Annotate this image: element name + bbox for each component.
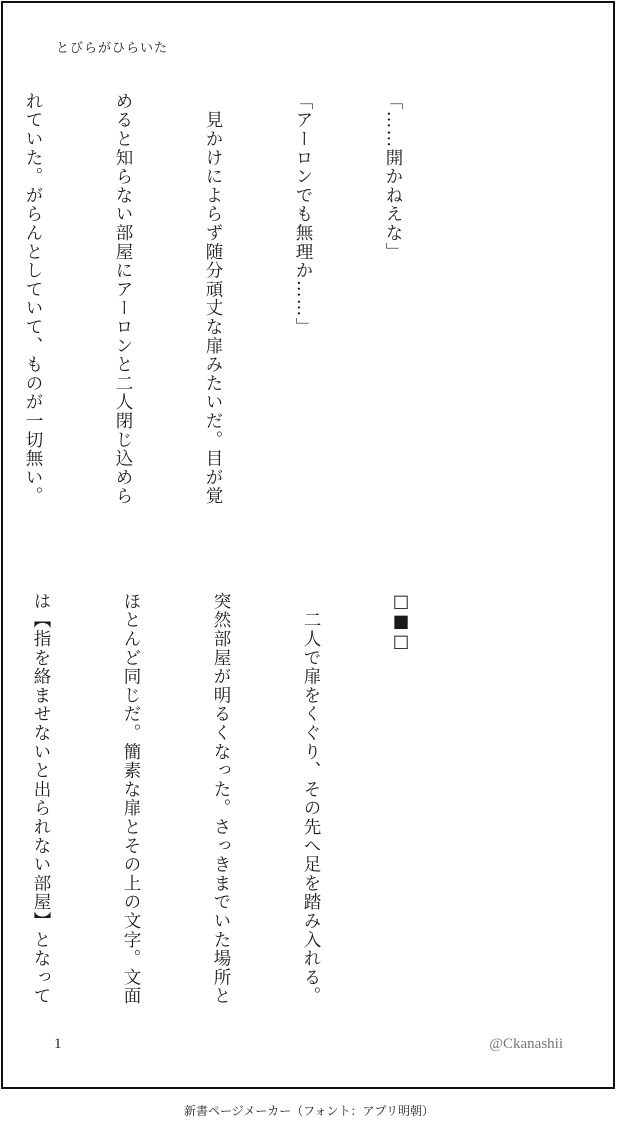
- text-column: 「アーロンでも無理か……」: [293, 92, 313, 337]
- text-column: れていた。がらんとしていて、ものが一切無い。: [23, 92, 43, 506]
- author-handle: @Ckanashii: [489, 1036, 563, 1052]
- text-tier-top: [23, 92, 468, 522]
- text-tier-bottom: [31, 592, 476, 1012]
- section-separator: □■□: [391, 592, 411, 652]
- text-column: 見かけによらず随分頑丈な扉みたいだ。目が覚: [203, 92, 223, 506]
- text-column: 「……開かねえな」: [383, 92, 403, 262]
- page-header-title: とびらがひらいた: [56, 41, 169, 56]
- text-column: 二人で扉をくぐり、その先へ足を踏み入れる。: [301, 592, 321, 1006]
- page-number: 1: [54, 1036, 62, 1052]
- generator-caption: 新書ページメーカー（フォント：アプリ明朝）: [183, 1104, 435, 1118]
- text-column: めると知らない部屋にアーロンと二人閉じ込めら: [113, 92, 133, 506]
- text-column: 突然部屋が明るくなった。さっきまでいた場所と: [211, 592, 231, 1006]
- text-column: ほとんど同じだ。簡素な扉とその上の文字。文面: [121, 592, 141, 1006]
- text-column: は【指を絡ませないと出られない部屋】となって: [31, 592, 51, 1006]
